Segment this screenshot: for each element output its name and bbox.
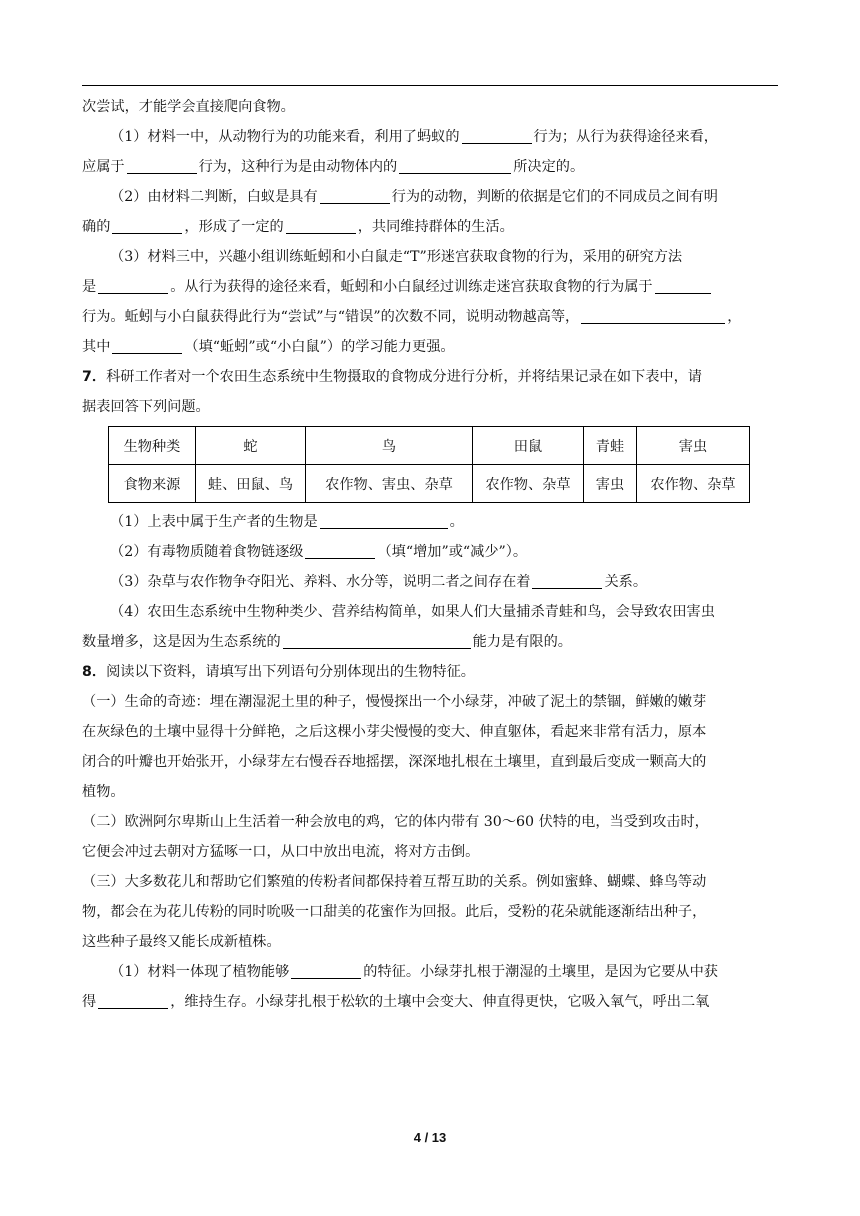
table-cell: 生物种类	[109, 427, 196, 465]
answer-blank[interactable]	[320, 185, 390, 204]
q6-sub3-line1: （3）材料三中，兴趣小组训练蚯蚓和小白鼠走“T”形迷宫获取食物的行为，采用的研究方法	[110, 249, 683, 265]
answer-blank[interactable]	[98, 275, 168, 294]
q8-stem: 8．阅读以下资料，请填写出下列语句分别体现出的生物特征。	[82, 664, 475, 680]
table-cell: 农作物、杂草	[637, 465, 750, 503]
answer-blank[interactable]	[127, 155, 197, 174]
q7-sub2: （2）有毒物质随着食物链逐级 （填“增加”或“减少”）。	[82, 537, 778, 567]
q8-material2-line2: 它便会冲过去朝对方猛啄一口，从口中放出电流，将对方击倒。	[82, 844, 480, 860]
q8-material1-line1: （一）生命的奇迹：埋在潮湿泥土里的种子，慢慢探出一个小绿芽，冲破了泥土的禁锢，鲜嫩的嫩芽	[82, 694, 707, 710]
q8-sub1-line2: 得 ，维持生存。小绿芽扎根于松软的土壤中会变大、伸直得更快，它吸入氧气，呼出二氧	[82, 987, 778, 1017]
answer-blank[interactable]	[532, 570, 602, 589]
answer-blank[interactable]	[291, 960, 361, 979]
q6-sub2-line2: 确的 ，形成了一定的 ，共同维持群体的生活。	[82, 212, 778, 242]
table-row	[109, 465, 750, 503]
q8-material3-line2: 物，都会在为花儿传粉的同时吮吸一口甜美的花蜜作为回报。此后，受粉的花朵就能逐渐结出种子，	[82, 904, 707, 920]
page-number: 4 / 13	[413, 1130, 447, 1145]
q6-sub3-line3: 行为。蚯蚓与小白鼠获得此行为“尝试”与“错误”的次数不同，说明动物越高等， ，	[82, 302, 778, 332]
table-cell: 害虫	[584, 465, 637, 503]
answer-blank[interactable]	[305, 540, 375, 559]
q7-stem-line1: 7．科研工作者对一个农田生态系统中生物摄取的食物成分进行分析，并将结果记录在如下表中，请	[82, 369, 702, 385]
table-cell: 蛇	[196, 427, 306, 465]
table-cell: 蛙、田鼠、鸟	[196, 465, 306, 503]
answer-blank[interactable]	[655, 275, 711, 294]
q8-material1-line2: 在灰绿色的土壤中显得十分鲜艳，之后这棵小芽尖慢慢的变大、伸直躯体，看起来非常有活力，原本	[82, 724, 707, 740]
q6-sub3-line4: 其中 （填“蚯蚓”或“小白鼠”）的学习能力更强。	[82, 332, 778, 362]
q8-material1-line3: 闭合的叶瓣也开始张开，小绿芽左右慢吞吞地摇摆，深深地扎根在土壤里，直到最后变成一颗高大的	[82, 754, 707, 770]
table-cell: 食物来源	[109, 465, 196, 503]
q8-material3-line3: 这些种子最终又能长成新植株。	[82, 934, 281, 950]
q6-sub2-line1: （2）由材料二判断，白蚁是具有 行为的动物，判断的依据是它们的不同成员之间有明	[82, 182, 778, 212]
continuation-line: 次尝试，才能学会直接爬向食物。	[82, 99, 295, 115]
table-row	[109, 427, 750, 465]
q7-sub3: （3）杂草与农作物争夺阳光、养料、水分等，说明二者之间存在着 关系。	[82, 567, 778, 597]
q8-material1-line4: 植物。	[82, 784, 125, 800]
q7-sub4-line1: （4）农田生态系统中生物种类少、营养结构简单，如果人们大量捕杀青蛙和鸟，会导致农田害虫	[110, 604, 715, 620]
table-cell: 害虫	[637, 427, 750, 465]
q7-sub4-line2: 数量增多，这是因为生态系统的 能力是有限的。	[82, 627, 778, 657]
table-cell: 青蛙	[584, 427, 637, 465]
table-cell: 田鼠	[473, 427, 584, 465]
answer-blank[interactable]	[462, 125, 532, 144]
q6-sub1-line2: 应属于 行为，这种行为是由动物体内的 所决定的。	[82, 152, 778, 182]
answer-blank[interactable]	[98, 990, 168, 1009]
question-number: 8．	[82, 664, 107, 680]
page-content	[82, 92, 778, 1017]
q7-stem-line2: 据表回答下列问题。	[82, 399, 210, 415]
q6-sub1-line1: （1）材料一中，从动物行为的功能来看，利用了蚂蚁的 行为；从行为获得途径来看，	[82, 122, 778, 152]
food-source-table	[108, 426, 750, 503]
answer-blank[interactable]	[283, 630, 471, 649]
answer-blank[interactable]	[286, 215, 356, 234]
q8-sub1-line1: （1）材料一体现了植物能够 的特征。小绿芽扎根于潮湿的土壤里，是因为它要从中获	[82, 957, 778, 987]
table-cell: 鸟	[306, 427, 473, 465]
q8-material3-line1: （三）大多数花儿和帮助它们繁殖的传粉者间都保持着互帮互助的关系。例如蜜蜂、蝴蝶、蜂鸟等动	[82, 874, 707, 890]
question-number: 7．	[82, 369, 107, 385]
table-cell: 农作物、杂草	[473, 465, 584, 503]
q8-material2-line1: （二）欧洲阿尔卑斯山上生活着一种会放电的鸡，它的体内带有 30～60 伏特的电，当受到攻击时，	[82, 814, 709, 830]
q7-sub1: （1）上表中属于生产者的生物是 。	[82, 507, 778, 537]
answer-blank[interactable]	[320, 510, 448, 529]
answer-blank[interactable]	[399, 155, 511, 174]
answer-blank[interactable]	[112, 215, 182, 234]
answer-blank[interactable]	[581, 305, 725, 324]
header-rule	[82, 85, 778, 86]
table-cell: 农作物、害虫、杂草	[306, 465, 473, 503]
q6-sub3-line2: 是 。从行为获得的途径来看，蚯蚓和小白鼠经过训练走迷宫获取食物的行为属于	[82, 272, 778, 302]
answer-blank[interactable]	[112, 335, 182, 354]
